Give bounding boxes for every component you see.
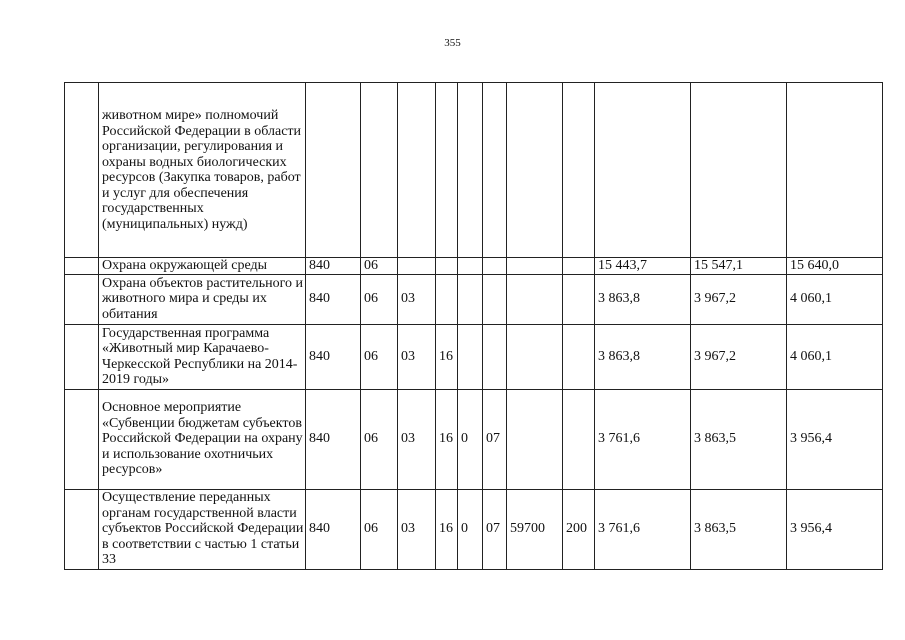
code-cell-c1: 840 bbox=[306, 389, 361, 489]
amount-cell-v3: 15 640,0 bbox=[787, 258, 883, 275]
code-cell-c1 bbox=[306, 83, 361, 258]
row-index-cell bbox=[65, 489, 99, 569]
code-cell-c7 bbox=[507, 389, 563, 489]
amount-cell-v1: 3 863,8 bbox=[595, 274, 691, 324]
row-index-cell bbox=[65, 258, 99, 275]
row-index-cell bbox=[65, 274, 99, 324]
code-cell-c7 bbox=[507, 274, 563, 324]
code-cell-c1: 840 bbox=[306, 489, 361, 569]
code-cell-c8 bbox=[563, 258, 595, 275]
code-cell-c1: 840 bbox=[306, 274, 361, 324]
code-cell-c2: 06 bbox=[361, 324, 398, 389]
code-cell-c7 bbox=[507, 83, 563, 258]
code-cell-c2: 06 bbox=[361, 258, 398, 275]
code-cell-c2 bbox=[361, 83, 398, 258]
code-cell-c5 bbox=[458, 258, 483, 275]
code-cell-c3: 03 bbox=[398, 274, 436, 324]
page-number: 355 bbox=[444, 37, 461, 49]
table-row bbox=[65, 489, 883, 569]
code-cell-c1: 840 bbox=[306, 258, 361, 275]
code-cell-c3: 03 bbox=[398, 324, 436, 389]
amount-cell-v1 bbox=[595, 83, 691, 258]
amount-cell-v1: 15 443,7 bbox=[595, 258, 691, 275]
row-index-cell bbox=[65, 83, 99, 258]
code-cell-c4: 16 bbox=[436, 389, 458, 489]
code-cell-c5: 0 bbox=[458, 489, 483, 569]
code-cell-c4: 16 bbox=[436, 489, 458, 569]
row-name-cell: Охрана окружающей среды bbox=[99, 258, 306, 275]
amount-cell-v2: 3 863,5 bbox=[691, 489, 787, 569]
code-cell-c3: 03 bbox=[398, 489, 436, 569]
amount-cell-v2: 3 863,5 bbox=[691, 389, 787, 489]
amount-cell-v2: 15 547,1 bbox=[691, 258, 787, 275]
code-cell-c4: 16 bbox=[436, 324, 458, 389]
code-cell-c6: 07 bbox=[483, 489, 507, 569]
code-cell-c7 bbox=[507, 258, 563, 275]
code-cell-c2: 06 bbox=[361, 274, 398, 324]
code-cell-c8 bbox=[563, 83, 595, 258]
amount-cell-v1: 3 863,8 bbox=[595, 324, 691, 389]
amount-cell-v3: 4 060,1 bbox=[787, 274, 883, 324]
code-cell-c2: 06 bbox=[361, 389, 398, 489]
row-name-cell: Основное мероприятие «Субвенции бюджетам субъектов Российской Федерации на охрану и использование охотничьих ресурсов» bbox=[99, 389, 306, 489]
code-cell-c6 bbox=[483, 258, 507, 275]
code-cell-c8 bbox=[563, 389, 595, 489]
code-cell-c5 bbox=[458, 274, 483, 324]
code-cell-c7: 59700 bbox=[507, 489, 563, 569]
amount-cell-v2: 3 967,2 bbox=[691, 324, 787, 389]
code-cell-c6 bbox=[483, 324, 507, 389]
code-cell-c3 bbox=[398, 258, 436, 275]
code-cell-c8 bbox=[563, 324, 595, 389]
row-name-cell: Осуществление переданных органам государственной власти субъектов Российской Федерации в соответствии с частью 1 статьи 33 bbox=[99, 489, 306, 569]
row-index-cell bbox=[65, 389, 99, 489]
code-cell-c3 bbox=[398, 83, 436, 258]
amount-cell-v3: 3 956,4 bbox=[787, 389, 883, 489]
code-cell-c8: 200 bbox=[563, 489, 595, 569]
code-cell-c6 bbox=[483, 274, 507, 324]
amount-cell-v1: 3 761,6 bbox=[595, 389, 691, 489]
table-row bbox=[65, 83, 883, 258]
code-cell-c1: 840 bbox=[306, 324, 361, 389]
code-cell-c6 bbox=[483, 83, 507, 258]
code-cell-c6: 07 bbox=[483, 389, 507, 489]
code-cell-c3: 03 bbox=[398, 389, 436, 489]
table-row bbox=[65, 274, 883, 324]
code-cell-c2: 06 bbox=[361, 489, 398, 569]
code-cell-c5: 0 bbox=[458, 389, 483, 489]
row-name-cell: животном мире» полномочий Российской Федерации в области организации, регулирования и охраны водных биологических ресурсов (Закупка товаров, работ и услуг для обеспечения государственных (муниципальных) нужд) bbox=[99, 83, 306, 258]
table-row bbox=[65, 389, 883, 489]
code-cell-c8 bbox=[563, 274, 595, 324]
amount-cell-v1: 3 761,6 bbox=[595, 489, 691, 569]
amount-cell-v2: 3 967,2 bbox=[691, 274, 787, 324]
code-cell-c5 bbox=[458, 324, 483, 389]
row-name-cell: Охрана объектов растительного и животного мира и среды их обитания bbox=[99, 274, 306, 324]
code-cell-c4 bbox=[436, 258, 458, 275]
amount-cell-v2 bbox=[691, 83, 787, 258]
code-cell-c5 bbox=[458, 83, 483, 258]
table-row bbox=[65, 324, 883, 389]
row-name-cell: Государственная программа «Животный мир Карачаево-Черкесской Республики на 2014-2019 годы» bbox=[99, 324, 306, 389]
code-cell-c4 bbox=[436, 83, 458, 258]
amount-cell-v3 bbox=[787, 83, 883, 258]
budget-table bbox=[64, 82, 883, 570]
code-cell-c7 bbox=[507, 324, 563, 389]
row-index-cell bbox=[65, 324, 99, 389]
amount-cell-v3: 3 956,4 bbox=[787, 489, 883, 569]
amount-cell-v3: 4 060,1 bbox=[787, 324, 883, 389]
table-row bbox=[65, 258, 883, 275]
code-cell-c4 bbox=[436, 274, 458, 324]
